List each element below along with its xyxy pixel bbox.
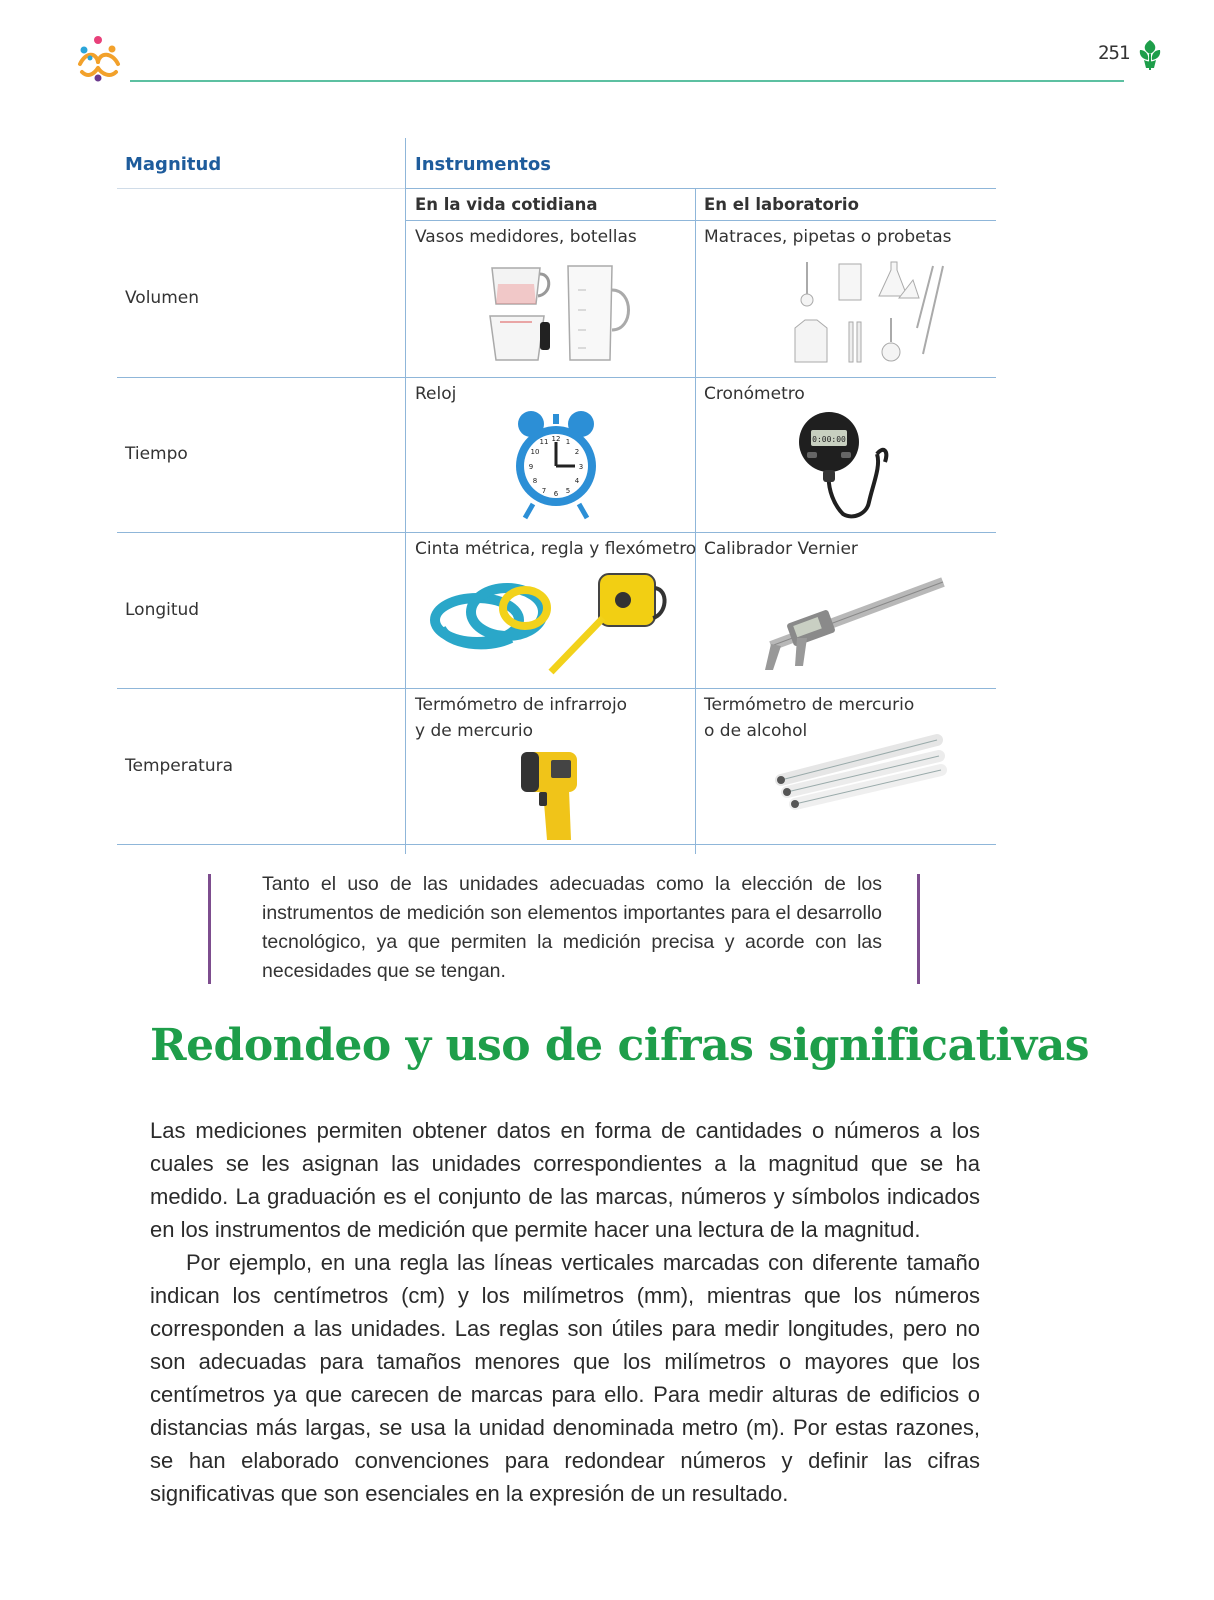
- cell-temperatura-laboratorio-line2: o de alcohol: [704, 721, 808, 741]
- cell-temperatura-cotidiana-line2: y de mercurio: [415, 721, 533, 741]
- highlight-quote: Tanto el uso de las unidades adecuadas como la elección de los instrumentos de medición son elementos importantes para el desarrollo tecnológico, ya que permiten la medición precisa y acorde con las necesidades que se tengan.: [262, 873, 882, 982]
- clock-number: 10: [530, 448, 540, 456]
- leaf-icon: [1136, 38, 1164, 72]
- row-magnitud-temperatura: Temperatura: [125, 756, 234, 776]
- clock-number: 1: [565, 438, 571, 446]
- cell-temperatura-cotidiana-line1: Termómetro de infrarrojo: [415, 695, 628, 715]
- clock-number: 3: [578, 463, 584, 471]
- row-magnitud-longitud: Longitud: [125, 600, 200, 620]
- glass-thermometers-image: [767, 720, 947, 810]
- tape-measures-image: [427, 568, 677, 678]
- cell-tiempo-laboratorio: Cronómetro: [704, 384, 805, 404]
- subheader-cotidiana: En la vida cotidiana: [415, 195, 598, 214]
- clock-number: 8: [532, 477, 538, 485]
- cell-volumen-cotidiana: Vasos medidores, botellas: [415, 227, 637, 247]
- header-rule: [130, 80, 1124, 82]
- clock-number: 5: [565, 487, 571, 495]
- paragraph-2: Por ejemplo, en una regla las líneas verticales marcadas con diferente tamaño indican los centímetros (cm) y los milímetros (mm), mientras que los números corresponden a las unidades. Las reglas son útiles para medir longitudes, pero no son adecuadas para tamaños menores que los milímetros o mayores que los centímetros ya que carecen de marcas para ello. Para medir alturas de edificios o distancias más largas, se usa la unidad denominada metro (m). Por estas razones, se han elaborado convenciones para redondear números y definir las cifras significativas que son esenciales en la expresión de un resultado.: [150, 1250, 980, 1506]
- subheader-laboratorio: En el laboratorio: [704, 195, 859, 214]
- vernier-caliper-image: [757, 574, 947, 674]
- page-number: 251: [1098, 42, 1130, 64]
- stopwatch-display: 0:00:00: [812, 435, 846, 444]
- measuring-cups-image: [482, 260, 642, 365]
- column-header-magnitud: Magnitud: [125, 154, 222, 175]
- paragraph-1: Las mediciones permiten obtener datos en forma de cantidades o números a los cuales se les asignan las unidades correspondientes a la magnitud que se ha medido. La graduación es el conjunto de las marcas, números y símbolos indicados en los instrumentos de medición que permite hacer una lectura de la magnitud.: [150, 1118, 980, 1242]
- cell-temperatura-laboratorio-line1: Termómetro de mercurio: [704, 695, 915, 715]
- cell-tiempo-cotidiana: Reloj: [415, 384, 457, 404]
- cell-volumen-laboratorio: Matraces, pipetas o probetas: [704, 227, 952, 247]
- row-magnitud-tiempo: Tiempo: [125, 444, 188, 464]
- infrared-thermometer-image: [517, 750, 587, 842]
- series-logo-icon: [72, 34, 124, 84]
- cell-longitud-laboratorio: Calibrador Vernier: [704, 539, 858, 559]
- clock-number: 2: [574, 448, 580, 456]
- section-title: Redondeo y uso de cifras significativas: [150, 1020, 1089, 1071]
- clock-number: 9: [528, 463, 534, 471]
- stopwatch-image: [797, 410, 897, 522]
- instruments-table: [117, 138, 996, 854]
- cell-longitud-cotidiana: Cinta métrica, regla y flexómetro: [415, 539, 697, 559]
- clock-number: 4: [574, 477, 580, 485]
- lab-glassware-image: [787, 258, 957, 368]
- row-magnitud-volumen: Volumen: [125, 288, 200, 308]
- quote-left-bar: [208, 874, 211, 984]
- alarm-clock-image: [511, 408, 601, 523]
- clock-number: 7: [541, 487, 547, 495]
- clock-number: 11: [539, 438, 549, 446]
- clock-number: 12: [551, 435, 561, 443]
- column-header-instrumentos: Instrumentos: [415, 154, 551, 175]
- quote-right-bar: [917, 874, 920, 984]
- clock-number: 6: [553, 490, 559, 498]
